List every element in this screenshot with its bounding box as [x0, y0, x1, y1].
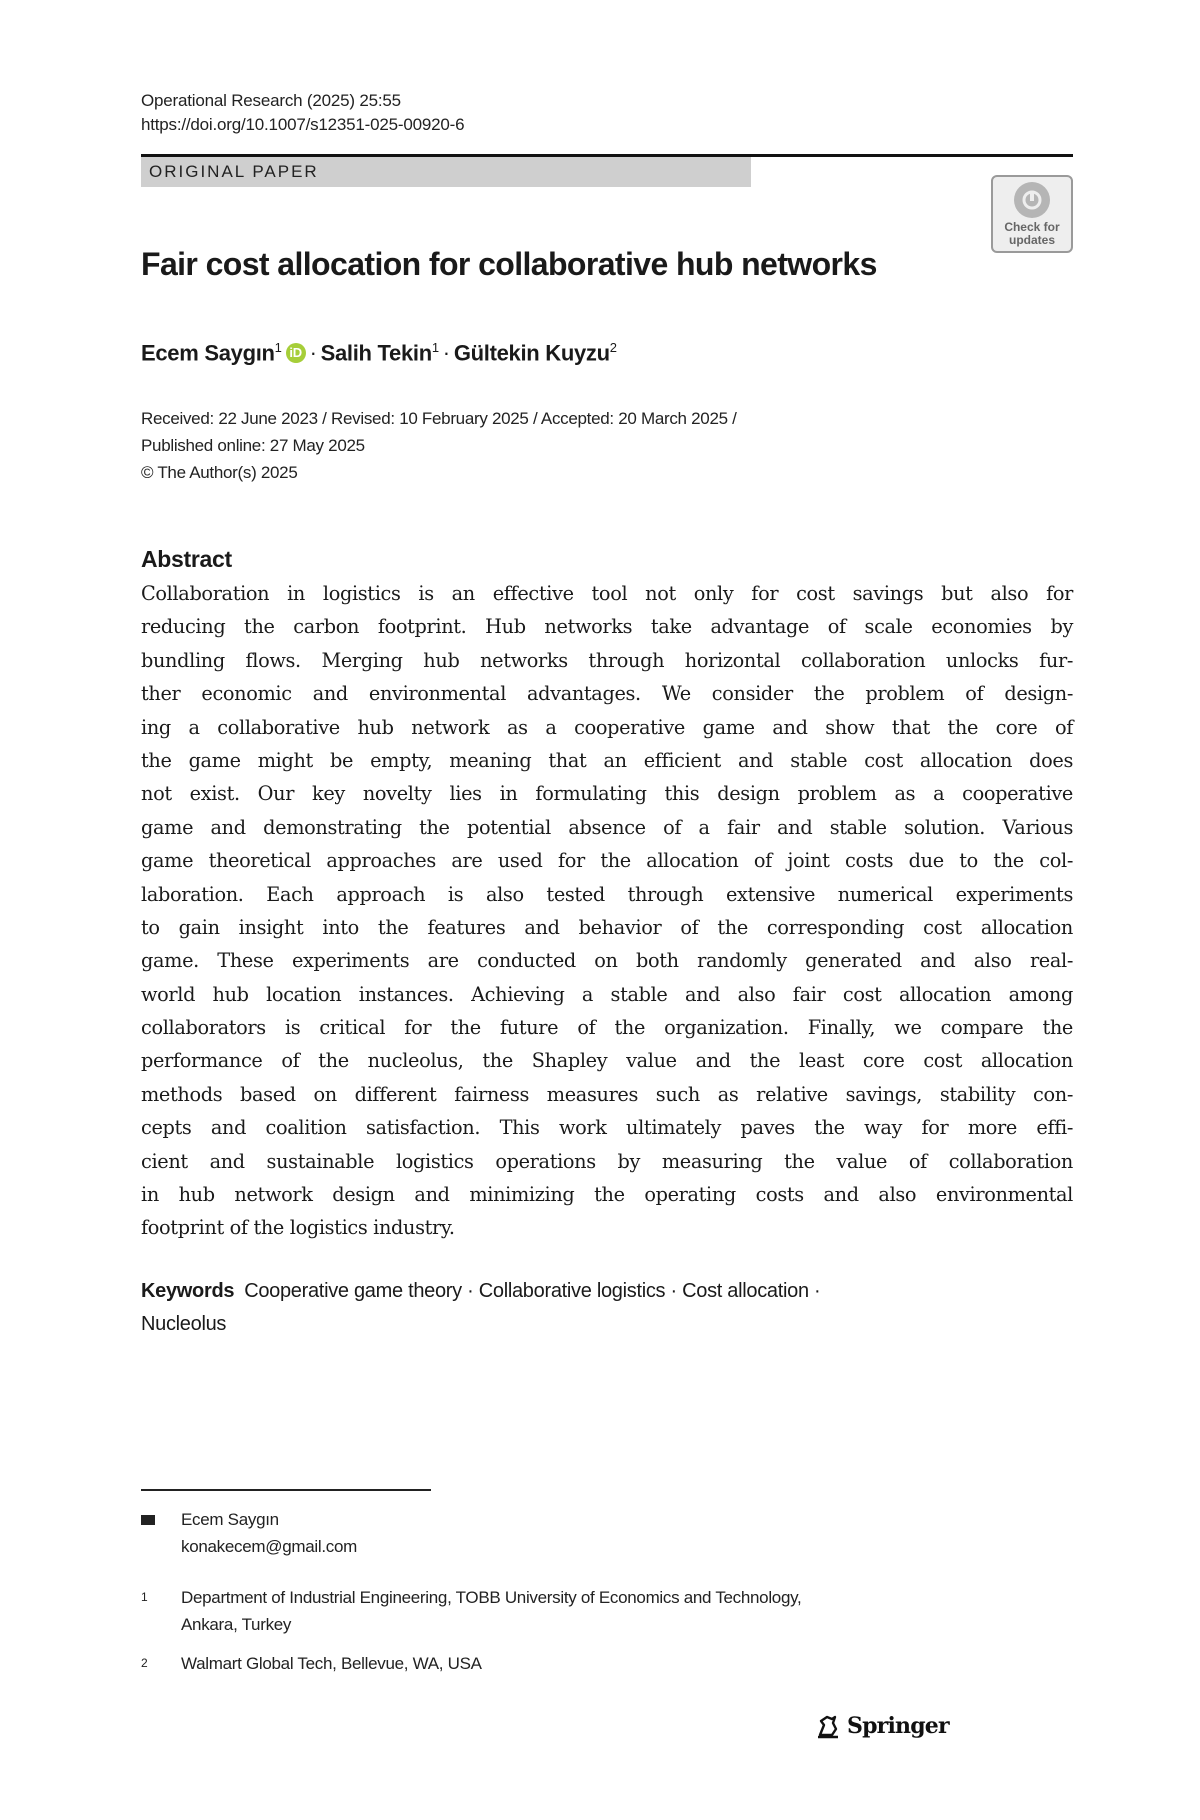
affiliation-number: 1 [141, 1590, 148, 1604]
abstract-body [141, 577, 1073, 1245]
affiliation-line: Department of Industrial Engineering, TOBB University of Economics and Technology, [181, 1588, 802, 1607]
abstract-line: game. These experiments are conducted on both randomly generated and also real- [141, 949, 1073, 973]
publisher-logo [815, 1713, 949, 1739]
affiliation-line: Ankara, Turkey [181, 1615, 292, 1634]
keywords-label: Keywords [141, 1280, 235, 1302]
abstract-line: laboration. Each approach is also tested through extensive numerical experiments [141, 882, 1073, 906]
check-updates-text: Check for updates [1004, 219, 1060, 247]
abstract-line: footprint of the logistics industry. [141, 1216, 455, 1240]
abstract-line: collaborators is critical for the future of the organization. Finally, we compare the [141, 1016, 1073, 1040]
publisher-name: Springer [847, 1713, 949, 1739]
envelope-icon [141, 1506, 171, 1535]
keywords-list: Nucleolus [141, 1313, 227, 1335]
affiliation-number: 2 [141, 1656, 148, 1670]
copyright-line: © The Author(s) 2025 [141, 463, 298, 482]
dates-line: Received: 22 June 2023 / Revised: 10 February 2025 / Accepted: 20 March 2025 / [141, 409, 737, 428]
abstract-line: performance of the nucleolus, the Shapley value and the least core cost allocation [141, 1049, 1073, 1073]
author-affiliation-mark: 1 [274, 340, 282, 355]
check-updates-icon [1014, 182, 1050, 218]
author-name[interactable]: Ecem Saygın [141, 340, 275, 366]
publication-dates [141, 405, 737, 486]
orcid-icon[interactable]: iD [286, 343, 306, 363]
abstract-line: ing a collaborative hub network as a cooperative game and show that the core of [141, 715, 1073, 739]
abstract-line: methods based on different fairness measures such as relative savings, stability con- [141, 1082, 1073, 1106]
author-affiliation-mark: 2 [609, 340, 617, 355]
contact-email[interactable]: konakecem@gmail.com [181, 1537, 357, 1556]
springer-horse-icon [815, 1713, 841, 1739]
journal-citation: Operational Research (2025) 25:55 [141, 91, 401, 110]
abstract-line: not exist. Our key novelty lies in formulating this design problem as a cooperative [141, 782, 1073, 806]
abstract-heading: Abstract [141, 546, 232, 572]
abstract-line: game theoretical approaches are used for the allocation of joint costs due to the col- [141, 849, 1073, 873]
abstract-line: reducing the carbon footprint. Hub networks take advantage of scale economies by [141, 615, 1073, 639]
affiliation-line: Walmart Global Tech, Bellevue, WA, USA [181, 1654, 482, 1673]
abstract-line: the game might be empty, meaning that an efficient and stable cost allocation does [141, 748, 1073, 772]
author-separator: · [442, 340, 450, 366]
abstract-line: world hub location instances. Achieving a stable and also fair cost allocation among [141, 982, 1073, 1006]
dates-line: Published online: 27 May 2025 [141, 436, 365, 455]
article-type-label: ORIGINAL PAPER [141, 157, 751, 187]
contact-name: Ecem Saygın [181, 1510, 279, 1529]
author-list [141, 332, 617, 369]
abstract-line: bundling flows. Merging hub networks through horizontal collaboration unlocks fur- [141, 648, 1073, 672]
author-name[interactable]: Salih Tekin [320, 340, 432, 366]
paper-title: Fair cost allocation for collaborative hub networks [141, 246, 877, 282]
keywords-section [141, 1275, 1073, 1341]
keywords-list: Cooperative game theory · Collaborative logistics · Cost allocation · [244, 1280, 821, 1302]
author-affiliation-mark: 1 [431, 340, 439, 355]
author-separator: · [309, 340, 317, 366]
check-for-updates-badge[interactable] [991, 175, 1073, 253]
abstract-line: cepts and coalition satisfaction. This work ultimately paves the way for more effi- [141, 1116, 1073, 1140]
abstract-line: game and demonstrating the potential absence of a fair and stable solution. Various [141, 815, 1073, 839]
doi-link[interactable]: https://doi.org/10.1007/s12351-025-00920-6 [141, 115, 465, 134]
abstract-line: ther economic and environmental advantages. We consider the problem of design- [141, 682, 1073, 706]
abstract-line: cient and sustainable logistics operations by measuring the value of collaboration [141, 1149, 1073, 1173]
abstract-line: to gain insight into the features and behavior of the corresponding cost allocation [141, 915, 1073, 939]
abstract-line: in hub network design and minimizing the operating costs and also environmental [141, 1183, 1073, 1207]
footnote-rule [141, 1489, 431, 1491]
author-name[interactable]: Gültekin Kuyzu [453, 340, 610, 366]
abstract-line: Collaboration in logistics is an effective tool not only for cost savings but also for [141, 582, 1073, 605]
